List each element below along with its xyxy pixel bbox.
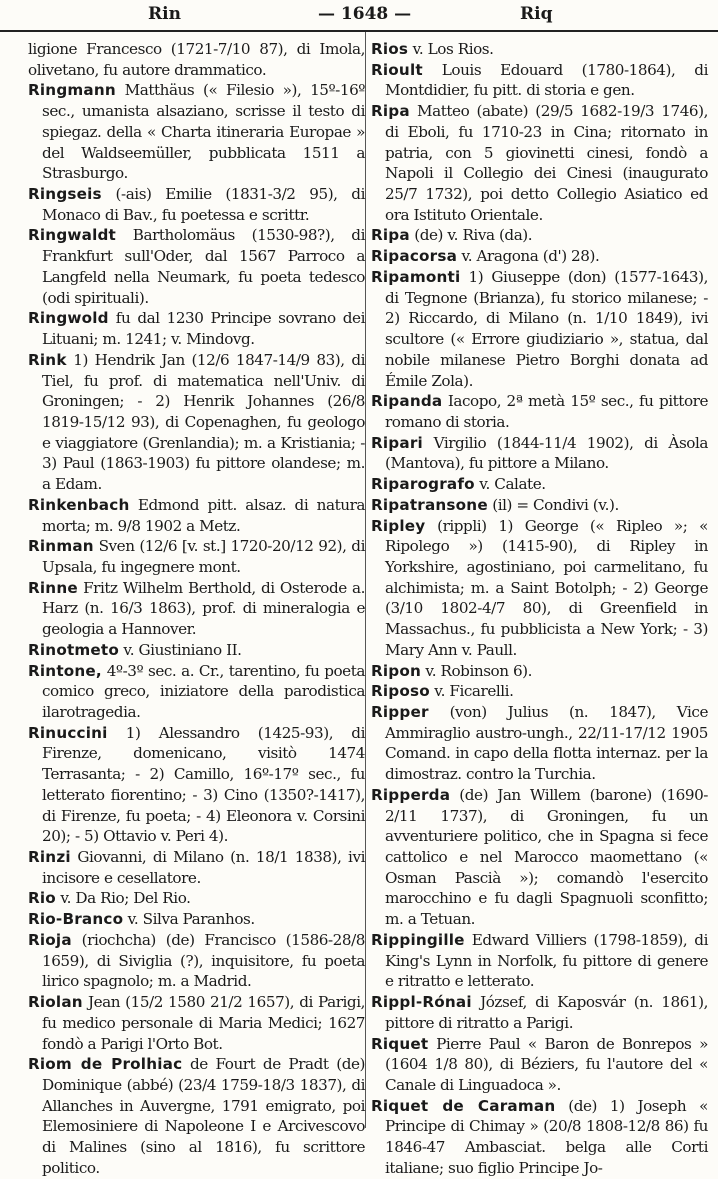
- entry-headword: Ripa: [371, 102, 410, 121]
- dictionary-entry: [371, 225, 708, 246]
- entry-text: (de) Jan Willem (barone) (1690-2/11 1737), di Groningen, fu un avventuriere politico, che in Spagna si fece cattolico e nel Marocco maomettano (« Osman Pascià »); comandò l'esercito marocchino e fu dagli Spagnuoli sconfitto; m. a Tetuan.: [385, 785, 708, 929]
- dictionary-entry: [371, 39, 708, 60]
- entry-headword: Rioja: [28, 930, 72, 949]
- entry-text: (riochcha) (de) Francisco (1586-28/8 1659), di Siviglia (?), inquisitore, fu poeta lirico spagnolo; m. a Madrid.: [42, 930, 365, 991]
- entry-text: v. Da Rio; Del Rio.: [60, 889, 191, 908]
- entry-text: 1) Hendrik Jan (12/6 1847-14/9 83), di Tiel, fu prof. di matematica nell'Univ. di Groningen; - 2) Henrik Johannes (26/8 1819-15/12 93), di Copenaghen, fu geologo e viaggiatore (Grenlandia); m. a Kristiania; - 3) Paul (1863-1903) fu pittore olandese; m. a Edam.: [42, 350, 365, 494]
- dictionary-entry: [371, 267, 708, 391]
- entry-headword: Riparografo: [371, 475, 475, 494]
- entry-text: fu dal 1230 Principe sovrano dei Lituani; m. 1241; v. Mindovg.: [42, 309, 365, 349]
- entry-headword: Ripacorsa: [371, 247, 458, 266]
- entry-text: (de) v. Riva (da).: [414, 226, 533, 245]
- dictionary-entry: [28, 847, 365, 888]
- entry-text: v. Aragona (d') 28).: [461, 247, 600, 266]
- entry-text: (rippli) 1) George (« Ripleo »; « Ripolego ») (1415-90), di Ripley in Yorkshire, agostiniano, poi carmelitano, fu alchimista; m. a Saint Botolph; - 2) George (3/10 1802-4/7 80), di Greenfield in Massachus., fu pubblicista a New York; - 3) Mary Ann v. Paull.: [385, 516, 708, 659]
- dictionary-entry: [28, 39, 365, 80]
- running-head-right: Riq: [520, 4, 553, 24]
- entry-headword: Ringseis: [28, 185, 102, 204]
- entry-text: de Fourt de Pradt (de) Dominique (abbé) (23/4 1759-18/3 1837), di Allanches in Auvergne, 1791 emigrato, poi Elemosiniere di Napoleone I e Arcivescovo di Malines (sino al 1816), fu scrittore politico.: [42, 1055, 365, 1177]
- dictionary-entry: [28, 578, 365, 640]
- entry-text: ligione Francesco (1721-7/10 87), di Imola, olivetano, fu autore drammatico.: [28, 40, 365, 79]
- entry-headword: Rio: [28, 889, 56, 908]
- entry-text: Virgilio (1844-11/4 1902), di Àsola (Mantova), fu pittore a Milano.: [385, 433, 708, 473]
- dictionary-entry: [28, 888, 365, 909]
- dictionary-entry: [371, 702, 708, 785]
- entry-headword: Riom de Prolhiac: [28, 1055, 183, 1074]
- dictionary-entry: [371, 391, 708, 432]
- dictionary-entry: [371, 681, 708, 702]
- entry-headword: Ripamonti: [371, 267, 461, 286]
- entry-headword: Rioult: [371, 60, 423, 79]
- entry-text: 1) Alessandro (1425-93), di Firenze, domenicano, visitò 1474 Terrasanta; - 2) Camillo, 16º-17º sec., fu letterato fiorentino; - 3) Cino (1350?-1417), di Firenze, fu poeta; - 4) Eleonora v. Corsini 20); - 5) Ottavio v. Peri 4).: [42, 723, 365, 846]
- entry-headword: Rippingille: [371, 930, 465, 949]
- dictionary-entry: [371, 1034, 708, 1096]
- dictionary-entry: [28, 1054, 365, 1178]
- dictionary-entry: [371, 930, 708, 992]
- entry-text: (de) 1) Joseph « Principe di Chimay » (20/8 1808-12/8 86) fu 1846-47 Ambasciat. belga alle Corti italiane; suo figlio Principe Jo-: [385, 1096, 708, 1177]
- entry-headword: Riolan: [28, 993, 83, 1012]
- entry-headword: Riposo: [371, 682, 430, 701]
- entry-text: 1) Giuseppe (don) (1577-1643), di Tegnone (Brianza), fu storico milanese; - 2) Riccardo, di Milano (n. 1/10 1849), ivi scultore (« Errore giudiziario », statua, dal nobile milanese Pietro Borghi donata ad Émile Zola).: [385, 267, 708, 390]
- entry-text: Edmond pitt. alsaz. di natura morta; m. 9/8 1902 a Metz.: [42, 495, 365, 535]
- column-divider: [365, 32, 366, 1128]
- entry-headword: Riquet: [371, 1034, 429, 1053]
- dictionary-entry: [371, 433, 708, 474]
- entry-text: Pierre Paul « Baron de Bonrepos » (1604 1/8 80), di Béziers, fu l'autore del « Canale di Linguadoca ».: [385, 1034, 708, 1094]
- entry-text: Edward Villiers (1798-1859), di King's Lynn in Norfolk, fu pittore di genere e ritratto e letterato.: [385, 930, 708, 991]
- entry-headword: Rinzi: [28, 848, 71, 867]
- entry-headword: Rinuccini: [28, 723, 108, 742]
- entry-text: Matthäus (« Filesio »), 15º-16º sec., umanista alsaziano, scrisse il testo di spiegaz. della « Charta itineraria Europae » del Waldseemüller, pubblicata 1511 a Strasburgo.: [42, 81, 365, 183]
- entry-headword: Rios: [371, 40, 409, 58]
- dictionary-entry: [371, 101, 708, 225]
- entry-text: v. Silva Paranhos.: [127, 910, 255, 929]
- dictionary-entry: [371, 495, 708, 516]
- entry-headword: Ripatransone: [371, 495, 488, 514]
- entry-text: v. Ficarelli.: [434, 682, 514, 701]
- dictionary-entry: [371, 246, 708, 267]
- dictionary-entry: [28, 992, 365, 1054]
- dictionary-entry: [28, 909, 365, 930]
- entry-text: Jean (15/2 1580 21/2 1657), di Parigi, fu medico personale di Maria Medici; 1627 fondò a Parigi l'Orto Bot.: [42, 993, 365, 1053]
- dictionary-entry: [371, 60, 708, 101]
- dictionary-entry: [28, 723, 365, 847]
- entry-text: Fritz Wilhelm Berthold, di Osterode a. Harz (n. 16/3 1863), prof. di mineralogia e geologia a Hannover.: [42, 578, 366, 639]
- dictionary-entry: [28, 640, 365, 661]
- dictionary-entry: [28, 80, 365, 184]
- entry-headword: Ripa: [371, 226, 410, 245]
- entry-text: v. Los Rios.: [412, 40, 494, 58]
- entry-headword: Ripperda: [371, 785, 451, 804]
- dictionary-entry: [371, 661, 708, 682]
- entry-headword: Ringwaldt: [28, 226, 117, 245]
- entry-headword: Ripon: [371, 661, 422, 680]
- entry-text: (von) Julius (n. 1847), Vice Ammiraglio austro-ungh., 22/11-17/12 1905 Comand. in capo della flotta internaz. per la dimostraz. contro la Turchia.: [385, 703, 708, 784]
- entry-headword: Ringwold: [28, 309, 109, 328]
- dictionary-entry: [371, 992, 708, 1033]
- entry-text: 4º-3º sec. a. Cr., tarentino, fu poeta comico greco, iniziatore della parodistica ilarotragedia.: [42, 661, 365, 721]
- page-number: — 1648 —: [318, 4, 412, 24]
- entry-headword: Ripanda: [371, 392, 443, 411]
- entry-text: József, di Kaposvár (n. 1861), pittore di ritratto a Parigi.: [385, 993, 708, 1032]
- entry-text: Iacopo, 2ª metà 15º sec., fu pittore romano di storia.: [385, 392, 708, 431]
- dictionary-entry: [371, 516, 708, 661]
- dictionary-entry: [371, 785, 708, 930]
- entry-headword: Rintone,: [28, 661, 102, 680]
- entry-headword: Ripper: [371, 703, 429, 721]
- running-head-left: Rin: [148, 4, 181, 24]
- dictionary-entry: [28, 184, 365, 225]
- entry-text: Bartholomäus (1530-98?), di Frankfurt sull'Oder, dal 1567 Parroco a Langfeld nella Neumark, fu poeta tedesco (odi spirituali).: [42, 226, 365, 307]
- dictionary-entry: [28, 661, 365, 723]
- dictionary-entry: [28, 225, 365, 308]
- entry-headword: Rinkenbach: [28, 495, 130, 514]
- entry-headword: Rinotmeto: [28, 640, 120, 659]
- entry-headword: Rinman: [28, 537, 94, 556]
- page-header: [0, 0, 718, 32]
- entry-headword: Rinne: [28, 578, 78, 597]
- entry-text: Giovanni, di Milano (n. 18/1 1838), ivi incisore e cesellatore.: [42, 848, 365, 887]
- dictionary-entry: [28, 350, 365, 495]
- entry-headword: Riquet de Caraman: [371, 1096, 556, 1115]
- dictionary-entry: [371, 1096, 708, 1179]
- entry-text: Matteo (abate) (29/5 1682-19/3 1746), di Eboli, fu 1710-23 in Cina; ritornato in patria, con 5 giovinetti cinesi, fondò a Napoli il Collegio dei Cinesi (inaugurato 25/7 1732), poi detto Collegio Asiatico ed ora Istituto Orientale.: [385, 102, 708, 224]
- dictionary-entry: [28, 536, 365, 577]
- entry-text: Sven (12/6 [v. st.] 1720-20/12 92), di Upsala, fu ingegnere mont.: [42, 537, 365, 576]
- right-column: [371, 39, 708, 1177]
- entry-text: Louis Edouard (1780-1864), di Montdidier, fu pitt. di storia e gen.: [385, 60, 708, 100]
- entry-text: v. Robinson 6).: [425, 661, 533, 680]
- entry-headword: Rink: [28, 350, 67, 369]
- dictionary-entry: [28, 495, 365, 536]
- entry-headword: Rippl-Rónai: [371, 993, 472, 1012]
- entry-headword: Rio-Branco: [28, 910, 124, 929]
- entry-text: v. Calate.: [479, 475, 546, 494]
- entry-text: v. Giustiniano II.: [123, 640, 242, 659]
- left-column: [28, 39, 366, 1177]
- dictionary-entry: [28, 308, 365, 349]
- entry-headword: Ringmann: [28, 81, 116, 100]
- entry-text: (il) = Condivi (v.).: [492, 495, 619, 514]
- entry-text: (-ais) Emilie (1831-3/2 95), di Monaco di Bav., fu poetessa e scrittr.: [42, 185, 365, 224]
- entry-headword: Ripari: [371, 433, 423, 452]
- dictionary-entry: [28, 930, 365, 992]
- entry-headword: Ripley: [371, 516, 426, 535]
- dictionary-entry: [371, 474, 708, 495]
